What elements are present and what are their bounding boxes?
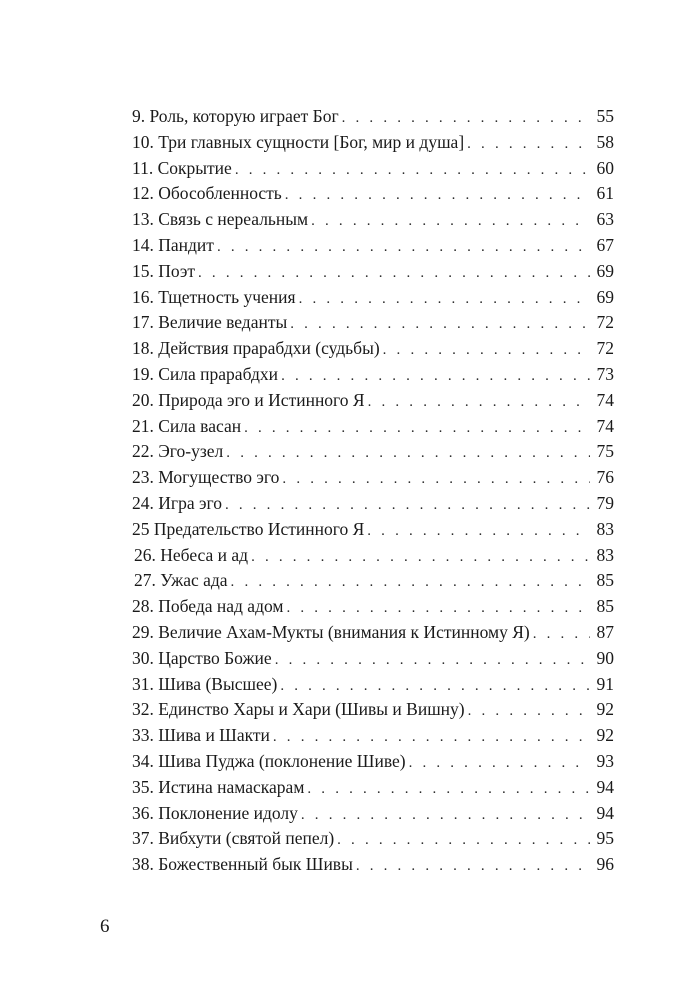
- toc-entry-page: 75: [596, 441, 614, 462]
- toc-entry-page: 83: [596, 544, 614, 565]
- page-number: 6: [100, 916, 110, 937]
- toc-entry[interactable]: [132, 826, 614, 852]
- dot-leader: [225, 493, 590, 519]
- toc-entry-title: 32. Единство Хары и Хари (Шивы и Вишну): [132, 699, 465, 720]
- toc-entry-title: 29. Величие Ахам-Мукты (внимания к Истинному Я): [132, 621, 530, 642]
- toc-entry[interactable]: [132, 310, 614, 336]
- toc-entry[interactable]: [132, 104, 614, 130]
- toc-entry[interactable]: [132, 181, 614, 207]
- toc-entry-title: 21. Сила васан: [132, 415, 242, 436]
- dot-leader: [367, 519, 590, 545]
- toc-entry-title: 12. Обособленность: [132, 183, 282, 204]
- toc-entry-title: 27. Ужас ада: [134, 570, 228, 591]
- dot-leader: [275, 648, 590, 674]
- toc-entry-page: 93: [596, 750, 614, 771]
- toc-entry[interactable]: [132, 749, 614, 775]
- toc-entry-page: 85: [596, 570, 614, 591]
- toc-entry-title: 19. Сила прарабдхи: [132, 363, 279, 384]
- toc-entry-page: 74: [596, 389, 614, 410]
- toc-entry[interactable]: [132, 130, 614, 156]
- toc-entry-title: 28. Победа над адом: [132, 596, 284, 617]
- toc-entry-title: 37. Вибхути (святой пепел): [132, 828, 335, 849]
- toc-entry[interactable]: [132, 801, 614, 827]
- toc-entry-title: 35. Истина намаскарам: [132, 776, 305, 797]
- toc-entry-page: 58: [596, 131, 614, 152]
- table-of-contents: [132, 104, 614, 878]
- dot-leader: [231, 570, 590, 596]
- toc-entry[interactable]: [132, 465, 614, 491]
- toc-entry-title: 24. Игра эго: [132, 492, 222, 513]
- dot-leader: [273, 725, 590, 751]
- toc-entry-title: 34. Шива Пуджа (поклонение Шиве): [132, 750, 406, 771]
- toc-entry-page: 94: [596, 776, 614, 797]
- dot-leader: [285, 183, 590, 209]
- toc-entry-title: 25 Предательство Истинного Я: [132, 518, 365, 539]
- toc-entry-page: 74: [596, 415, 614, 436]
- toc-entry-title: 15. Поэт: [132, 260, 196, 281]
- dot-leader: [342, 106, 590, 132]
- dot-leader: [533, 622, 590, 648]
- toc-entry-title: 10. Три главных сущности [Бог, мир и душа]: [132, 131, 465, 152]
- toc-entry[interactable]: [132, 207, 614, 233]
- toc-entry[interactable]: [132, 568, 614, 594]
- toc-entry[interactable]: [132, 439, 614, 465]
- toc-entry[interactable]: [132, 594, 614, 620]
- dot-leader: [299, 287, 590, 313]
- toc-entry-page: 91: [596, 673, 614, 694]
- toc-entry-page: 79: [596, 492, 614, 513]
- toc-entry-title: 38. Божественный бык Шивы: [132, 854, 353, 875]
- toc-entry[interactable]: [132, 672, 614, 698]
- toc-entry-title: 23. Могущество эго: [132, 467, 280, 488]
- toc-entry[interactable]: [132, 620, 614, 646]
- dot-leader: [226, 441, 590, 467]
- dot-leader: [217, 235, 590, 261]
- toc-entry-title: 14. Пандит: [132, 234, 214, 255]
- toc-entry-title: 20. Природа эго и Истинного Я: [132, 389, 365, 410]
- toc-entry[interactable]: [132, 259, 614, 285]
- dot-leader: [409, 751, 590, 777]
- toc-entry[interactable]: [132, 362, 614, 388]
- toc-entry-page: 60: [596, 157, 614, 178]
- toc-entry[interactable]: [132, 336, 614, 362]
- toc-entry-title: 16. Тщетность учения: [132, 286, 296, 307]
- toc-entry-page: 92: [596, 699, 614, 720]
- toc-entry-title: 17. Величие веданты: [132, 312, 288, 333]
- toc-entry-title: 31. Шива (Высшее): [132, 673, 278, 694]
- toc-entry[interactable]: [132, 646, 614, 672]
- toc-entry-page: 85: [596, 596, 614, 617]
- dot-leader: [281, 364, 590, 390]
- toc-entry[interactable]: [132, 697, 614, 723]
- toc-entry[interactable]: [132, 517, 614, 543]
- toc-entry-title: 11. Сокрытие: [132, 157, 232, 178]
- dot-leader: [307, 777, 590, 803]
- toc-entry[interactable]: [132, 233, 614, 259]
- dot-leader: [301, 803, 590, 829]
- toc-entry-title: 22. Эго-узел: [132, 441, 224, 462]
- dot-leader: [244, 416, 590, 442]
- toc-entry-page: 69: [596, 286, 614, 307]
- toc-entry-page: 90: [596, 647, 614, 668]
- toc-entry-page: 96: [596, 854, 614, 875]
- dot-leader: [235, 158, 590, 184]
- toc-entry-title: 13. Связь с нереальным: [132, 209, 309, 230]
- toc-entry-title: 18. Действия прарабдхи (судьбы): [132, 338, 380, 359]
- toc-entry-page: 95: [596, 828, 614, 849]
- dot-leader: [467, 132, 590, 158]
- dot-leader: [468, 699, 590, 725]
- toc-entry-page: 67: [596, 234, 614, 255]
- toc-entry-page: 87: [596, 621, 614, 642]
- toc-entry-page: 83: [596, 518, 614, 539]
- toc-entry-page: 69: [596, 260, 614, 281]
- dot-leader: [383, 338, 590, 364]
- toc-entry[interactable]: [132, 285, 614, 311]
- dot-leader: [356, 854, 590, 880]
- toc-entry[interactable]: [132, 852, 614, 878]
- dot-leader: [368, 390, 590, 416]
- dot-leader: [311, 209, 590, 235]
- toc-entry[interactable]: [132, 723, 614, 749]
- toc-entry-page: 72: [596, 312, 614, 333]
- toc-entry-page: 63: [596, 209, 614, 230]
- dot-leader: [337, 828, 590, 854]
- dot-leader: [280, 674, 590, 700]
- toc-entry-title: 9. Роль, которую играет Бог: [132, 106, 339, 126]
- toc-entry-title: 36. Поклонение идолу: [132, 802, 298, 823]
- dot-leader: [282, 467, 590, 493]
- toc-entry-page: 73: [596, 363, 614, 384]
- toc-entry[interactable]: [132, 388, 614, 414]
- toc-entry-page: 76: [596, 467, 614, 488]
- toc-entry[interactable]: [132, 543, 614, 569]
- toc-entry[interactable]: [132, 156, 614, 182]
- toc-entry[interactable]: [132, 491, 614, 517]
- dot-leader: [290, 312, 590, 338]
- toc-entry-page: 94: [596, 802, 614, 823]
- dot-leader: [198, 261, 590, 287]
- toc-entry-title: 26. Небеса и ад: [134, 544, 249, 565]
- toc-entry-page: 61: [596, 183, 614, 204]
- dot-leader: [286, 596, 590, 622]
- dot-leader: [251, 545, 590, 571]
- toc-entry-page: 72: [596, 338, 614, 359]
- toc-entry[interactable]: [132, 414, 614, 440]
- toc-entry-page: 55: [596, 106, 614, 126]
- toc-entry-title: 30. Царство Божие: [132, 647, 272, 668]
- toc-entry-title: 33. Шива и Шакти: [132, 725, 270, 746]
- toc-entry[interactable]: [132, 775, 614, 801]
- toc-entry-page: 92: [596, 725, 614, 746]
